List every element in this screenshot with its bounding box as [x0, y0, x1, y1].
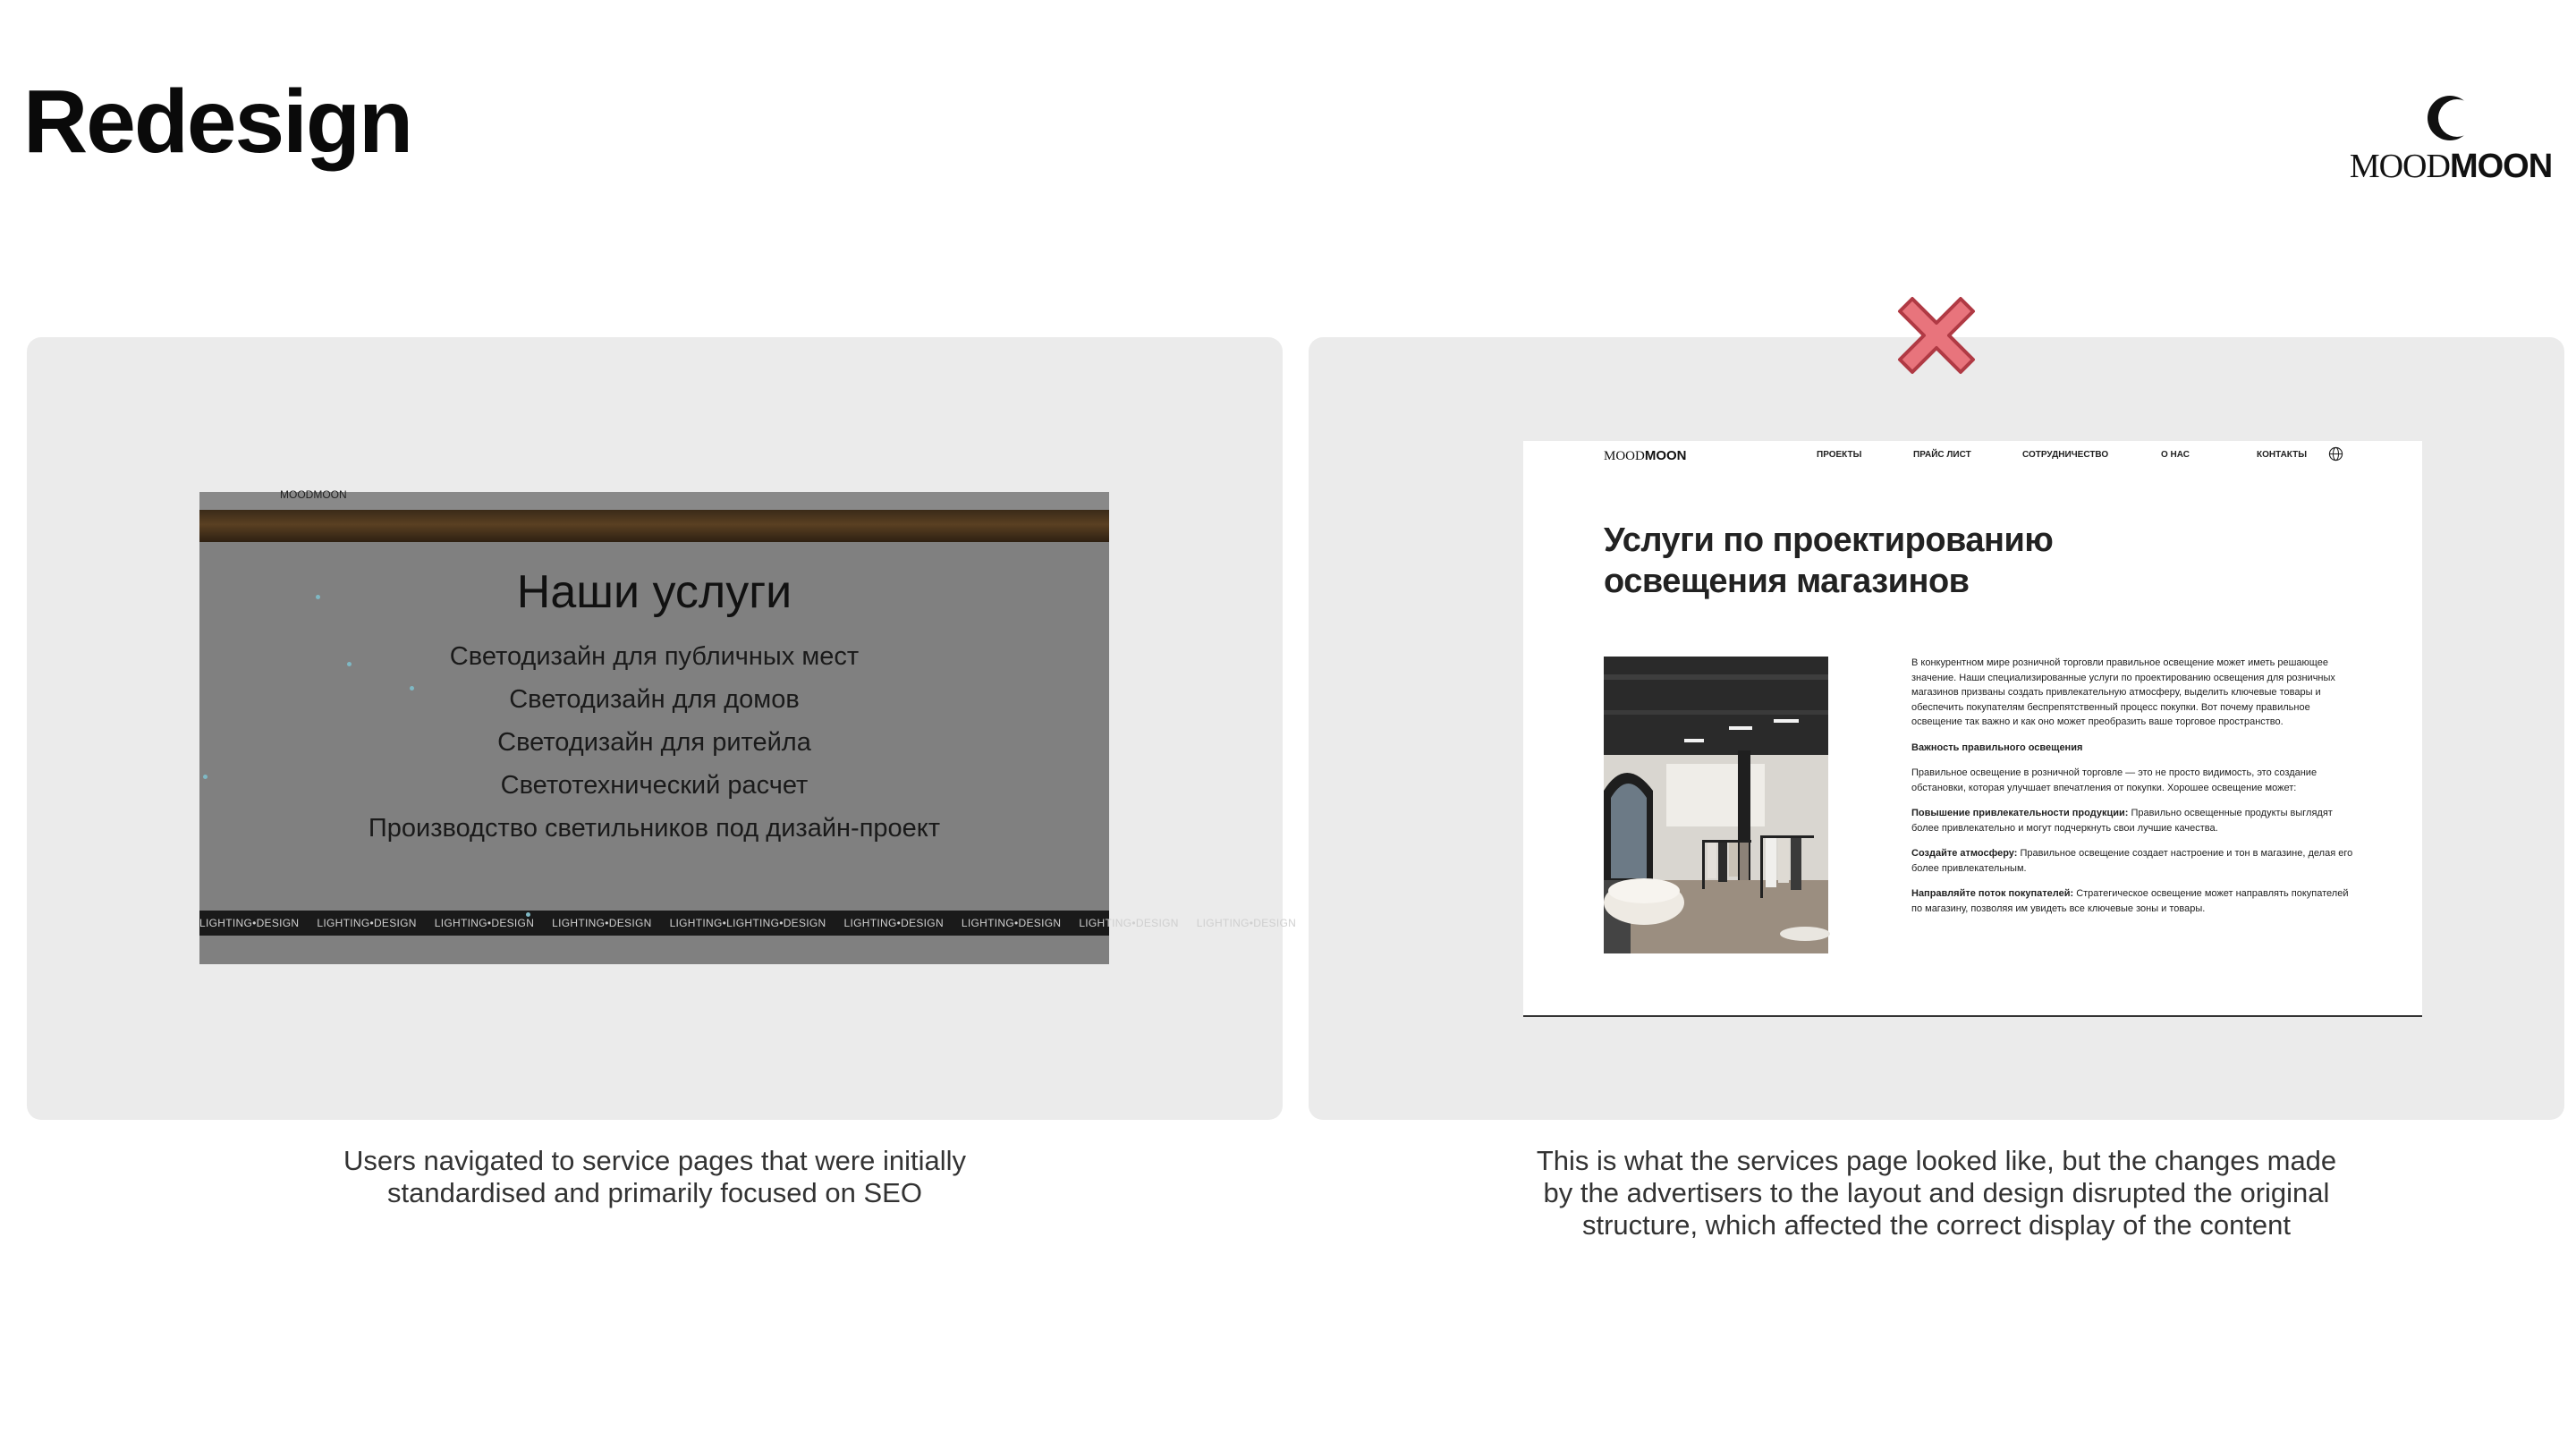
old-service-item: Производство светильников под дизайн-проект — [368, 814, 941, 843]
old-page-heading: Наши услуги — [516, 566, 792, 618]
ticker-item: LIGHTING•DESIGN — [552, 917, 652, 929]
article-bullet: Повышение привлекательности продукции: Правильно освещенные продукты выглядят более привлекательно и могут подчеркнуть свои лучшие качества. — [1911, 808, 2333, 834]
ticker-item: LIGHTING•LIGHTING•DESIGN — [669, 917, 826, 929]
old-services-list — [199, 635, 1109, 850]
brand-logo — [2343, 89, 2558, 188]
article-bullet: Создайте атмосферу: Правильное освещение создает настроение и тон в магазине, делая его более привлекательным. — [1911, 848, 2353, 874]
crescent-moon-icon — [2423, 93, 2486, 143]
old-page-logo: MOODMOON — [280, 488, 347, 501]
decor-dot — [410, 686, 414, 691]
ticker-item: LIGHTING•DESIGN — [843, 917, 944, 929]
new-page-article — [1911, 656, 2359, 927]
new-page-title: Услуги по проектированию освещения магазинов — [1604, 521, 2054, 600]
article-section-heading: Важность правильного освещения — [1911, 741, 2083, 753]
store-interior-photo — [1604, 657, 1828, 953]
article-section-body: Правильное освещение в розничной торговле — это не просто видимость, это создание обстановки, которая улучшает впечатления от покупки. Хорошее освещение может: — [1911, 767, 2318, 793]
ticker-item: LIGHTING•DESIGN — [434, 917, 535, 929]
old-service-item: Светодизайн для домов — [509, 685, 800, 714]
old-service-item: Светотехнический расчет — [500, 771, 809, 800]
article-bullet: Направляйте поток покупателей: Стратегическое освещение может направлять покупателей по магазину, позволяя им увидеть все ключевые зоны и товары. — [1911, 888, 2349, 914]
decor-dot — [316, 595, 320, 599]
ticker-item: LIGHTING•DESIGN — [1079, 917, 1179, 929]
old-page-card — [27, 337, 1297, 1120]
ticker-item: LIGHTING•DESIGN — [961, 917, 1062, 929]
new-page-card — [1309, 337, 2564, 1120]
old-service-item: Светодизайн для ритейла — [497, 728, 811, 757]
brand-wordmark: MOODMOON — [2349, 148, 2553, 185]
nav-item: СОТРУДНИЧЕСТВО — [2022, 450, 2109, 460]
old-page-ticker — [199, 911, 1297, 936]
article-intro: В конкурентном мире розничной торговли правильное освещение может иметь решающее значение. Наши специализированные услуги по проектированию освещения для розничных магазинов призваны создать привлекательную атмосферу, выделить ключевые товары и обеспечить покупателям беспрепятственный процесс покупки. Вот почему правильное освещение так важно и как оно может преобразить ваше торговое пространство. — [1911, 657, 2335, 727]
globe-icon — [2328, 446, 2343, 462]
decor-dot — [347, 662, 352, 666]
nav-item: ПРОЕКТЫ — [1817, 450, 1862, 460]
old-page-caption: Users navigated to service pages that were initially standardised and primarily focused on SEO — [343, 1145, 967, 1208]
ticker-item: LIGHTING•DESIGN — [317, 917, 417, 929]
old-services-page-screenshot — [199, 488, 1297, 964]
decor-dot — [203, 775, 208, 779]
nav-item: О НАС — [2161, 450, 2190, 460]
red-cross-icon — [1887, 286, 1986, 385]
old-page-header — [199, 488, 1109, 510]
old-page-banner — [199, 510, 1109, 542]
page-title: Redesign — [23, 72, 412, 172]
new-services-page-screenshot — [1523, 441, 2422, 1017]
ticker-item: LIGHTING•DESIGN — [1196, 917, 1297, 929]
new-page-logo: MOODMOON — [1604, 448, 1687, 463]
old-service-item: Светодизайн для публичных мест — [449, 642, 860, 671]
ticker-item: LIGHTING•DESIGN — [199, 917, 300, 929]
new-page-caption: This is what the services page looked like, but the changes made by the advertisers to the layout and design disrupted the original structure, which affected the correct display of the content — [1536, 1145, 2337, 1241]
nav-item: КОНТАКТЫ — [2257, 450, 2308, 460]
decor-dot — [526, 912, 530, 917]
nav-item: ПРАЙС ЛИСТ — [1913, 450, 1971, 460]
